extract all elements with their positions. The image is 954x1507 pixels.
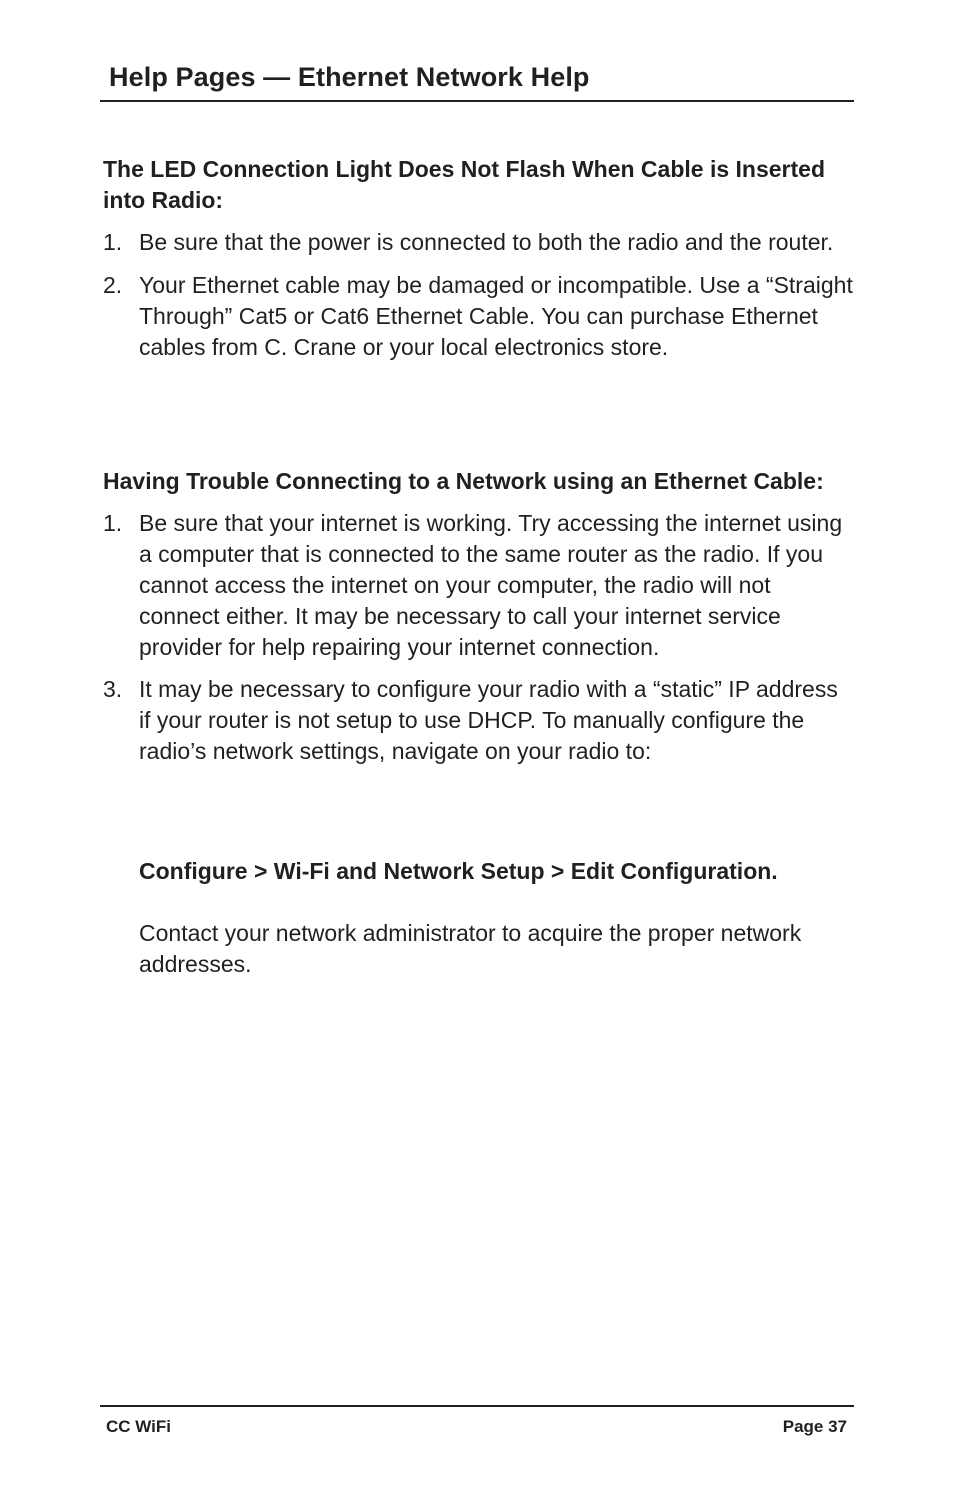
- list-item-number: 2.: [103, 272, 123, 298]
- footer-product-name: CC WiFi: [106, 1417, 172, 1436]
- led-section-heading: The LED Connection Light Does Not Flash When Cable is Inserted into Radio:: [103, 156, 825, 213]
- list-item-number: 3.: [103, 676, 123, 702]
- list-item-text: Be sure that the power is connected to both the radio and the router.: [139, 229, 834, 255]
- footer-page-number: Page 37: [782, 1417, 847, 1436]
- list-item: [103, 227, 854, 258]
- page-header: [100, 58, 854, 102]
- list-item-text: Your Ethernet cable may be damaged or incompatible. Use a “Straight Through” Cat5 or Cat6 Ethernet Cable. You can purchase Ethernet cables from C. Crane or your local electronics store.: [139, 272, 853, 360]
- led-section: [103, 154, 854, 363]
- list-item-number: 1.: [103, 510, 123, 536]
- contact-note: Contact your network administrator to acquire the proper network addresses.: [139, 920, 802, 977]
- ethernet-trouble-heading: Having Trouble Connecting to a Network using an Ethernet Cable:: [103, 468, 824, 494]
- list-item-text: Be sure that your internet is working. Try accessing the internet using a computer that is connected to the same router as the radio. If you cannot access the internet on your computer, the radio will not connect either. It may be necessary to call your internet service provider for help repairing your internet connection.: [139, 510, 843, 660]
- list-item: [103, 674, 854, 767]
- list-item-number: 1.: [103, 229, 123, 255]
- list-item: [103, 270, 854, 363]
- page-footer: [100, 1405, 854, 1447]
- ethernet-trouble-section: [103, 466, 854, 767]
- navigation-path: Configure > Wi-Fi and Network Setup > Edit Configuration.: [139, 858, 778, 884]
- list-item-text: It may be necessary to configure your radio with a “static” IP address if your router is not setup to use DHCP. To manually configure the radio’s network settings, navigate on your radio to:: [139, 676, 838, 764]
- page-title: Help Pages — Ethernet Network Help: [109, 62, 590, 92]
- list-item: [103, 508, 854, 663]
